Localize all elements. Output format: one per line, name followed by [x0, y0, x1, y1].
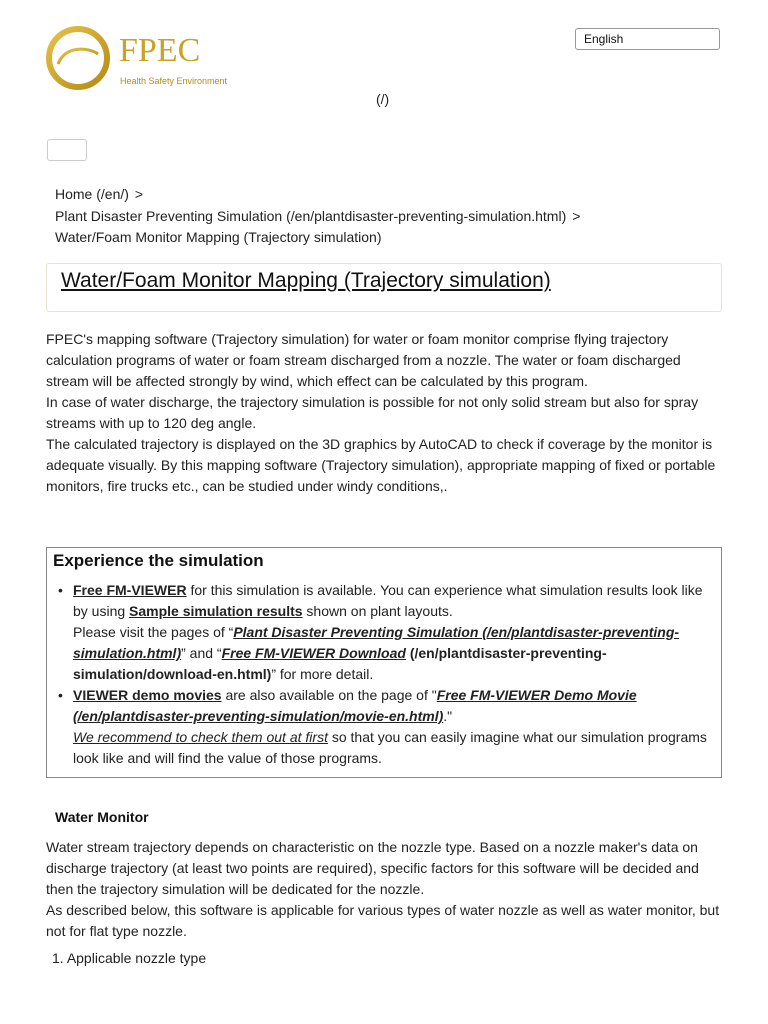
water-paragraph: As described below, this software is applicable for various types of water nozzle as well as water monitor, but not for flat type nozzle.: [46, 902, 720, 939]
intro-paragraph: FPEC's mapping software (Trajectory simulation) for water or foam monitor comprise flying trajectory calculation programs of water or foam stream discharged from a nozzle. The water or foam discharged stream will be affected strongly by wind, which effect can be calculated by this program.: [46, 331, 681, 389]
breadcrumb-home[interactable]: Home (/en/): [55, 186, 129, 202]
list-item: [55, 580, 715, 685]
nozzle-type-list: [52, 950, 206, 966]
list-text: for this simulation is available. You can experience what simulation results look like by using: [73, 582, 703, 619]
list-item: [55, 685, 715, 769]
download-url-text: (/en/plantdisaster-preventing-simulation/download-en.html): [73, 645, 607, 682]
water-monitor-heading: Water Monitor: [55, 809, 149, 825]
experience-list: [55, 580, 715, 769]
breadcrumb: [55, 184, 580, 249]
viewer-demo-movies-link[interactable]: VIEWER demo movies: [73, 687, 222, 703]
breadcrumb-separator: >: [572, 207, 581, 224]
list-text: ” for more detail.: [271, 666, 374, 682]
list-text: are also available on the page of ": [221, 687, 437, 703]
logo-text: FPEC: [119, 32, 201, 69]
intro-text: [46, 329, 726, 497]
language-select[interactable]: [575, 28, 720, 50]
breadcrumb-separator: >: [134, 186, 144, 202]
list-number: 1.: [52, 950, 64, 966]
page-title-box: [46, 263, 722, 312]
bullet-icon: •: [58, 687, 63, 703]
logo-subtitle: Health Safety Environment: [120, 76, 228, 86]
bullet-icon: •: [58, 582, 63, 598]
demo-movie-link[interactable]: Free FM-VIEWER Demo Movie (/en/plantdisaster-preventing-simulation/movie-en.html): [73, 687, 637, 724]
free-fm-viewer-link[interactable]: Free FM-VIEWER: [73, 582, 187, 598]
water-monitor-text: [46, 837, 726, 942]
language-selected-value: English: [584, 32, 624, 46]
sample-results-link[interactable]: Sample simulation results: [129, 603, 303, 619]
fm-viewer-download-link[interactable]: Free FM-VIEWER Download: [221, 645, 406, 661]
home-link[interactable]: (/): [376, 91, 390, 107]
intro-paragraph: The calculated trajectory is displayed on the 3D graphics by AutoCAD to check if coverage by the monitor is adequate visually. By this mapping software (Trajectory simulation), appropriate mapping of fixed or portable monitors, fire trucks etc., can be studied under windy conditions,.: [46, 436, 716, 494]
recommend-link[interactable]: We recommend to check them out at first: [73, 729, 328, 745]
page-title: Water/Foam Monitor Mapping (Trajectory simulation): [61, 269, 551, 292]
list-text: Please visit the pages of “: [73, 624, 234, 640]
list-text: so that you can easily imagine what our simulation programs look like and will find the value of those programs.: [73, 729, 707, 766]
experience-box: [46, 547, 722, 778]
list-text: ” and “: [181, 645, 222, 661]
fpec-logo[interactable]: [44, 24, 254, 94]
breadcrumb-plant-disaster[interactable]: Plant Disaster Preventing Simulation (/en/plantdisaster-preventing-simulation.html): [55, 207, 567, 224]
water-paragraph: Water stream trajectory depends on characteristic on the nozzle type. Based on a nozzle maker's data on discharge trajectory (at least two points are required), specific factors for this software will be decided and then the trajectory simulation will be dedicated for the nozzle.: [46, 839, 699, 897]
breadcrumb-current: Water/Foam Monitor Mapping (Trajectory simulation): [55, 229, 382, 245]
list-item-text: Applicable nozzle type: [66, 950, 207, 966]
experience-heading: Experience the simulation: [53, 551, 264, 570]
intro-paragraph: In case of water discharge, the trajectory simulation is possible for not only solid stream but also for spray streams with up to 120 deg angle.: [46, 394, 699, 431]
menu-button[interactable]: [47, 139, 87, 161]
list-text: .": [443, 708, 453, 724]
plant-disaster-link[interactable]: Plant Disaster Preventing Simulation (/en/plantdisaster-preventing-simulation.html): [73, 624, 680, 661]
list-text: shown on plant layouts.: [302, 603, 453, 619]
